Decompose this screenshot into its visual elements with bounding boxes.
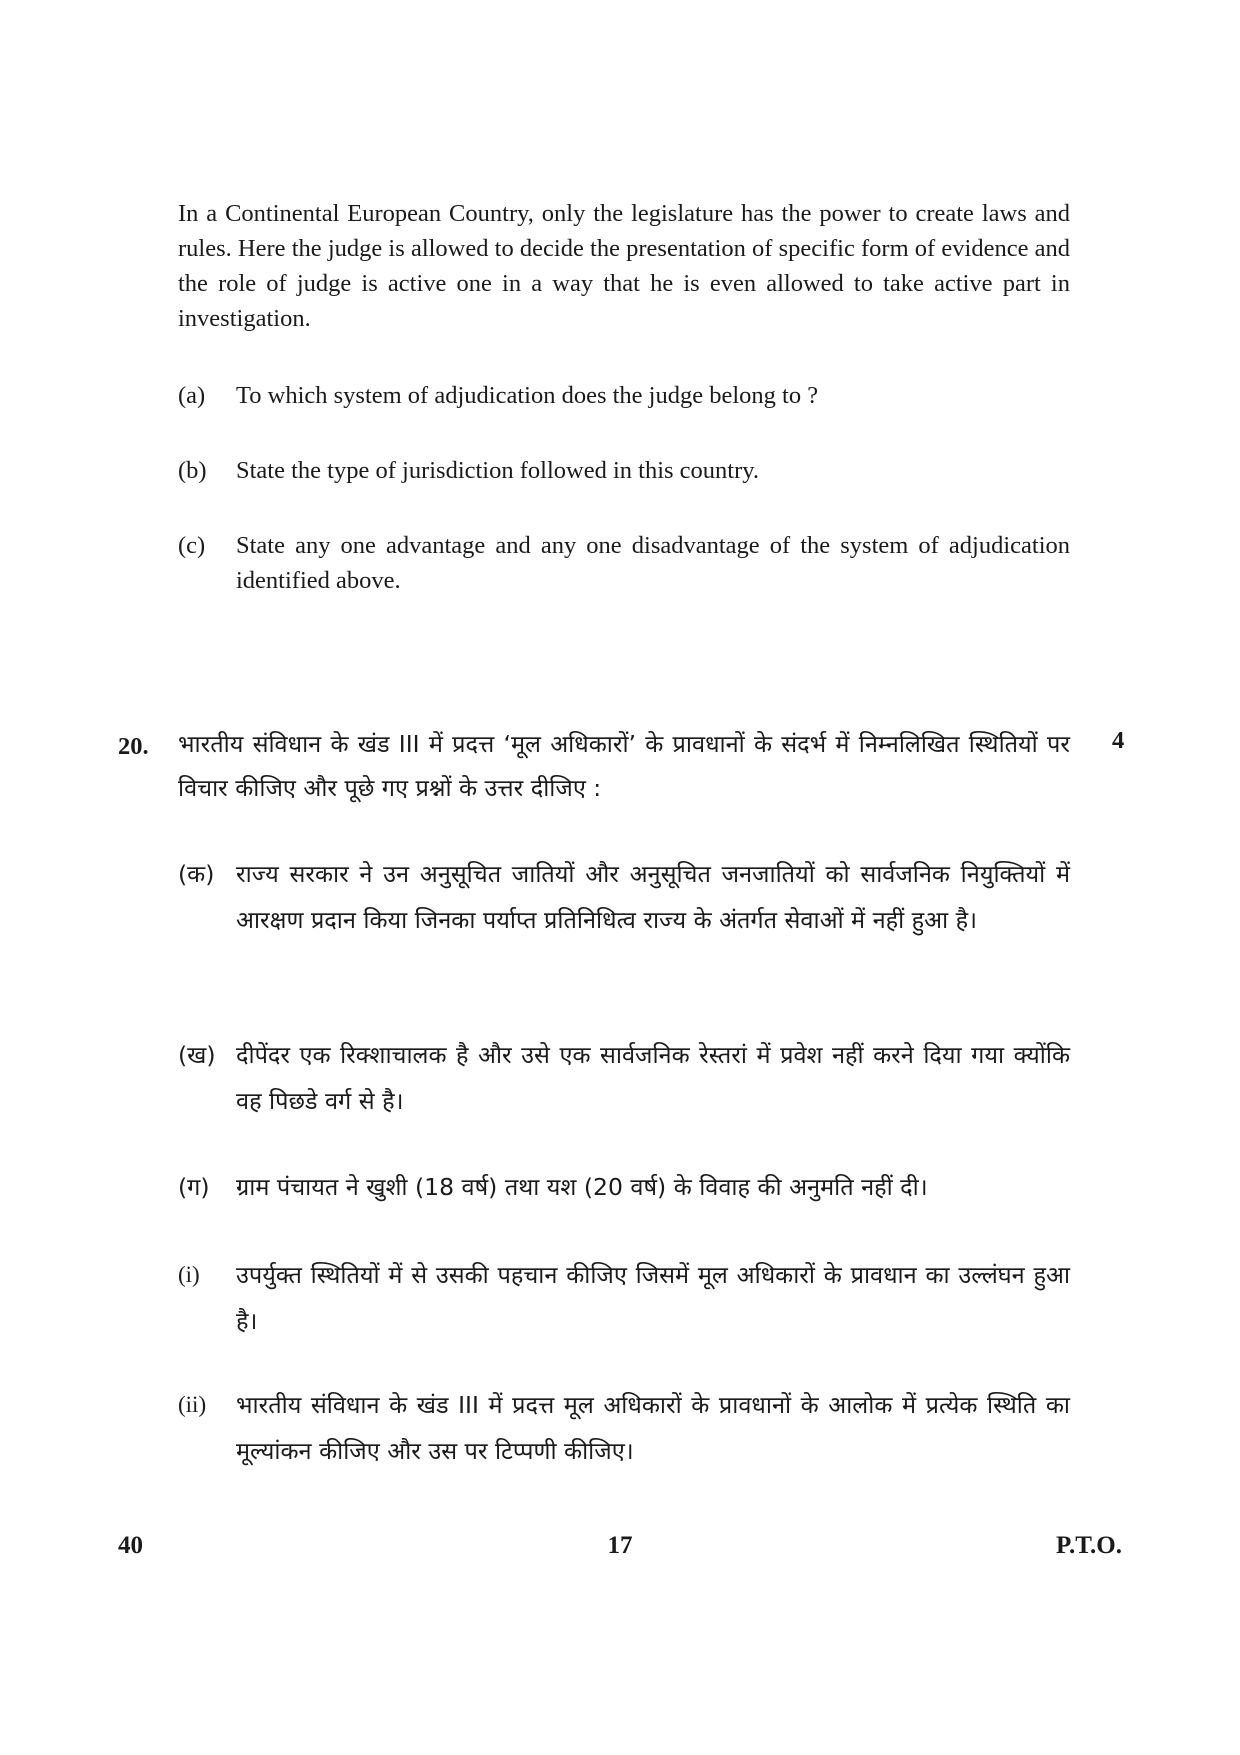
part-label: (i) [178, 1262, 200, 1287]
sub-question-text: State any one advantage and any one disadvantage of the system of adjudication identified above. [236, 532, 1070, 594]
sub-question-a [178, 378, 1070, 413]
sub-question-label: (c) [178, 532, 206, 559]
situation-label: (ख) [178, 1041, 216, 1069]
part-label: (ii) [178, 1392, 207, 1417]
page-number: 17 [607, 1532, 633, 1559]
situation-ka [178, 851, 1070, 943]
question-number: 20. [118, 733, 149, 760]
question-marks: 4 [1112, 727, 1125, 754]
situation-text: दीपेंदर एक रिक्शाचालक है और उसे एक सार्वजनिक रेस्तरां में प्रवेश नहीं करने दिया गया क्योंकि वह पिछडे वर्ग से है। [236, 1041, 1070, 1115]
situation-kha [178, 1032, 1070, 1124]
sub-question-label: (b) [178, 457, 207, 484]
pto-label: P.T.O. [1056, 1532, 1122, 1559]
sub-question-c [178, 528, 1070, 598]
situation-ga [178, 1164, 1070, 1210]
part-text: भारतीय संविधान के खंड III में प्रदत्त मूल अधिकारों के प्रावधानों के आलोक में प्रत्येक स्थिति का मूल्यांकन कीजिए और उस पर टिप्पणी कीजिए। [236, 1391, 1070, 1465]
situation-label: (क) [178, 860, 215, 888]
sub-question-text: State the type of jurisdiction followed in this country. [236, 457, 760, 484]
part-ii [178, 1382, 1070, 1474]
part-text: उपर्युक्त स्थितियों में से उसकी पहचान कीजिए जिसमें मूल अधिकारों के प्रावधान का उल्लंघन हुआ है। [236, 1261, 1070, 1335]
paper-code: 40 [118, 1532, 143, 1559]
sub-question-b [178, 453, 1070, 488]
situation-text: राज्य सरकार ने उन अनुसूचित जातियों और अनुसूचित जनजातियों को सार्वजनिक नियुक्तियों में आरक्षण प्रदान किया जिनका पर्याप्त प्रतिनिधित्व राज्य के अंतर्गत सेवाओं में नहीं हुआ है। [236, 860, 1070, 934]
situation-text: ग्राम पंचायत ने खुशी (18 वर्ष) तथा यश (20 वर्ष) के विवाह की अनुमति नहीं दी। [236, 1173, 928, 1201]
part-i [178, 1252, 1070, 1344]
sub-question-label: (a) [178, 382, 206, 409]
sub-question-text: To which system of adjudication does the judge belong to ? [236, 382, 819, 409]
situation-label: (ग) [178, 1173, 210, 1201]
intro-paragraph: In a Continental European Country, only the legislature has the power to create laws and rules. Here the judge is allowed to decide the presentation of specific form of evidence and the role of judge is active one in a way that he is even allowed to take active part in investigation. [178, 200, 1070, 332]
question-text: भारतीय संविधान के खंड III में प्रदत्त ‘मूल अधिकारों’ के प्रावधानों के संदर्भ में निम्नलिखित स्थितियों पर विचार कीजिए और पूछे गए प्रश्नों के उत्तर दीजिए : [178, 730, 1070, 802]
